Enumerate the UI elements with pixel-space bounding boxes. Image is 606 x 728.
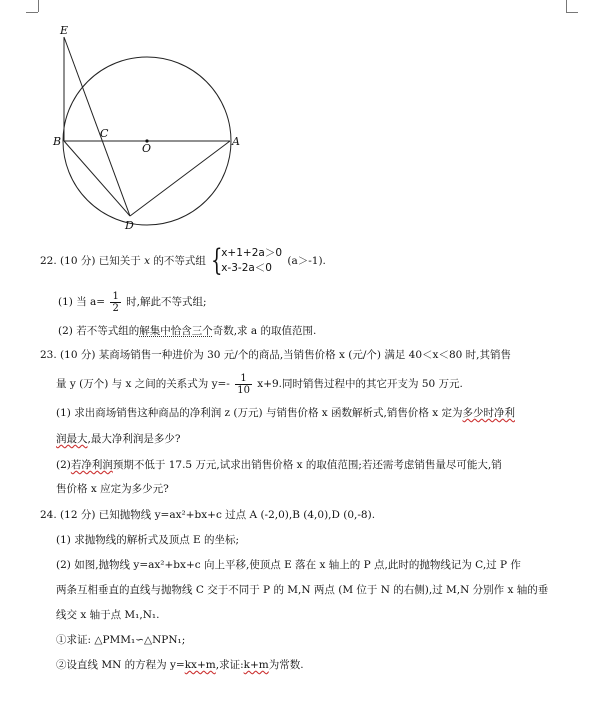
q24-l7-pre: ②设直线 MN 的方程为 y= xyxy=(56,659,185,671)
q22-p2-emph: 解集中恰含三个 xyxy=(139,325,213,337)
left-brace: { xyxy=(211,243,223,278)
q24-l7-wavy1: kx+m xyxy=(184,659,216,671)
q22-stem xyxy=(40,243,326,278)
q23-l5-wavy: 若净利润 xyxy=(70,459,113,471)
q24-line7 xyxy=(56,658,304,672)
q22-p1-fraction xyxy=(110,291,120,314)
q23-den: 10 xyxy=(237,384,250,396)
segment-ed xyxy=(64,37,130,216)
q22-p1-num: 1 xyxy=(112,290,119,302)
q22-p2-post: 奇数,求 a 的取值范围. xyxy=(212,325,317,337)
q23-fraction xyxy=(235,373,252,396)
label-o: O xyxy=(142,142,152,155)
q23-l3-wavy: 多少时净利 xyxy=(462,407,515,419)
q23-num: 1 xyxy=(235,373,252,385)
q22-part2 xyxy=(58,324,316,338)
label-c: C xyxy=(100,127,109,140)
q24-l7-wavy2: k+m xyxy=(243,659,269,671)
q24-line4: 两条互相垂直的直线与抛物线 C 交于不同于 P 的 M,N 两点 (M 位于 N 的右侧),过 M,N 分别作 x 轴的垂 xyxy=(56,584,549,596)
q22-cond: (a＞-1). xyxy=(287,255,326,267)
q22-p2-pre: (2) 若不等式组的 xyxy=(58,325,140,337)
crop-mark-right xyxy=(566,0,567,12)
q24-l7-post: 为常数. xyxy=(268,659,304,671)
q22-head: 22. (10 分) 已知关于 xyxy=(40,255,141,267)
q24-line1: 24. (12 分) 已知抛物线 y=ax²+bx+c 过点 A (-2,0),B (4,0),D (0,-8). xyxy=(40,509,376,521)
q23-line2 xyxy=(56,371,463,397)
label-d: D xyxy=(125,219,134,232)
q24-line3: (2) 如图,抛物线 y=ax²+bx+c 向上平移,使顶点 E 落在 x 轴上的 P 点,此时的抛物线记为 C,过 P 作 xyxy=(56,559,521,571)
q22-part1 xyxy=(58,289,207,315)
q22-row1: x+1+2a＞0 xyxy=(221,247,283,259)
label-e: E xyxy=(60,24,69,37)
q22-inequality-system xyxy=(211,243,283,278)
q23-l4-post: ,最大净利润是多少? xyxy=(87,433,181,445)
q23-line3 xyxy=(56,406,515,420)
q23-l2-post: x+9.同时销售过程中的其它开支为 50 万元. xyxy=(257,378,463,390)
q23-l5-pre: (2) xyxy=(56,459,71,471)
q23-line4 xyxy=(56,432,180,446)
q23-line5 xyxy=(56,458,502,472)
label-b: B xyxy=(53,135,62,148)
q24-l7-mid: ,求证: xyxy=(215,659,244,671)
q24-line2: (1) 求抛物线的解析式及顶点 E 的坐标; xyxy=(56,534,240,546)
crop-mark-left-h xyxy=(26,12,38,13)
q22-mid: 的不等式组 xyxy=(153,255,206,267)
q22-p1-pre: (1) 当 a= xyxy=(58,296,106,308)
q24-line6: ①求证: △PMM₁∽△NPN₁; xyxy=(56,634,186,646)
q22-row2: x-3-2a＜0 xyxy=(221,262,272,274)
circle-geometry-figure xyxy=(40,20,250,235)
q24-line5: 线交 x 轴于点 M₁,N₁. xyxy=(56,609,160,621)
q23-l5-post: 预期不低于 17.5 万元,试求出销售价格 x 的取值范围;若还需考虑销售量尽可能大,销 xyxy=(112,459,502,471)
q22-p1-den: 2 xyxy=(112,302,119,314)
q23-l4-wavy: 润最大 xyxy=(56,433,88,445)
q23-l3-pre: (1) 求出商场销售这种商品的净利润 z (万元) 与销售价格 x 函数解析式,销售价格 x 定为 xyxy=(56,407,463,419)
label-a: A xyxy=(232,135,240,148)
segment-bd xyxy=(64,141,130,216)
crop-mark-left xyxy=(38,0,39,12)
q22-p1-post: 时,解此不等式组; xyxy=(126,296,207,308)
q23-l2-pre: 量 y (万个) 与 x 之间的关系式为 y=- xyxy=(56,378,230,390)
q23-line6: 售价格 x 应定为多少元? xyxy=(56,483,169,495)
q22-var: x xyxy=(144,255,151,267)
q23-line1: 23. (10 分) 某商场销售一种进价为 30 元/个的商品,当销售价格 x (元/个) 满足 40＜x＜80 时,其销售 xyxy=(40,349,511,361)
crop-mark-right-h xyxy=(566,12,578,13)
